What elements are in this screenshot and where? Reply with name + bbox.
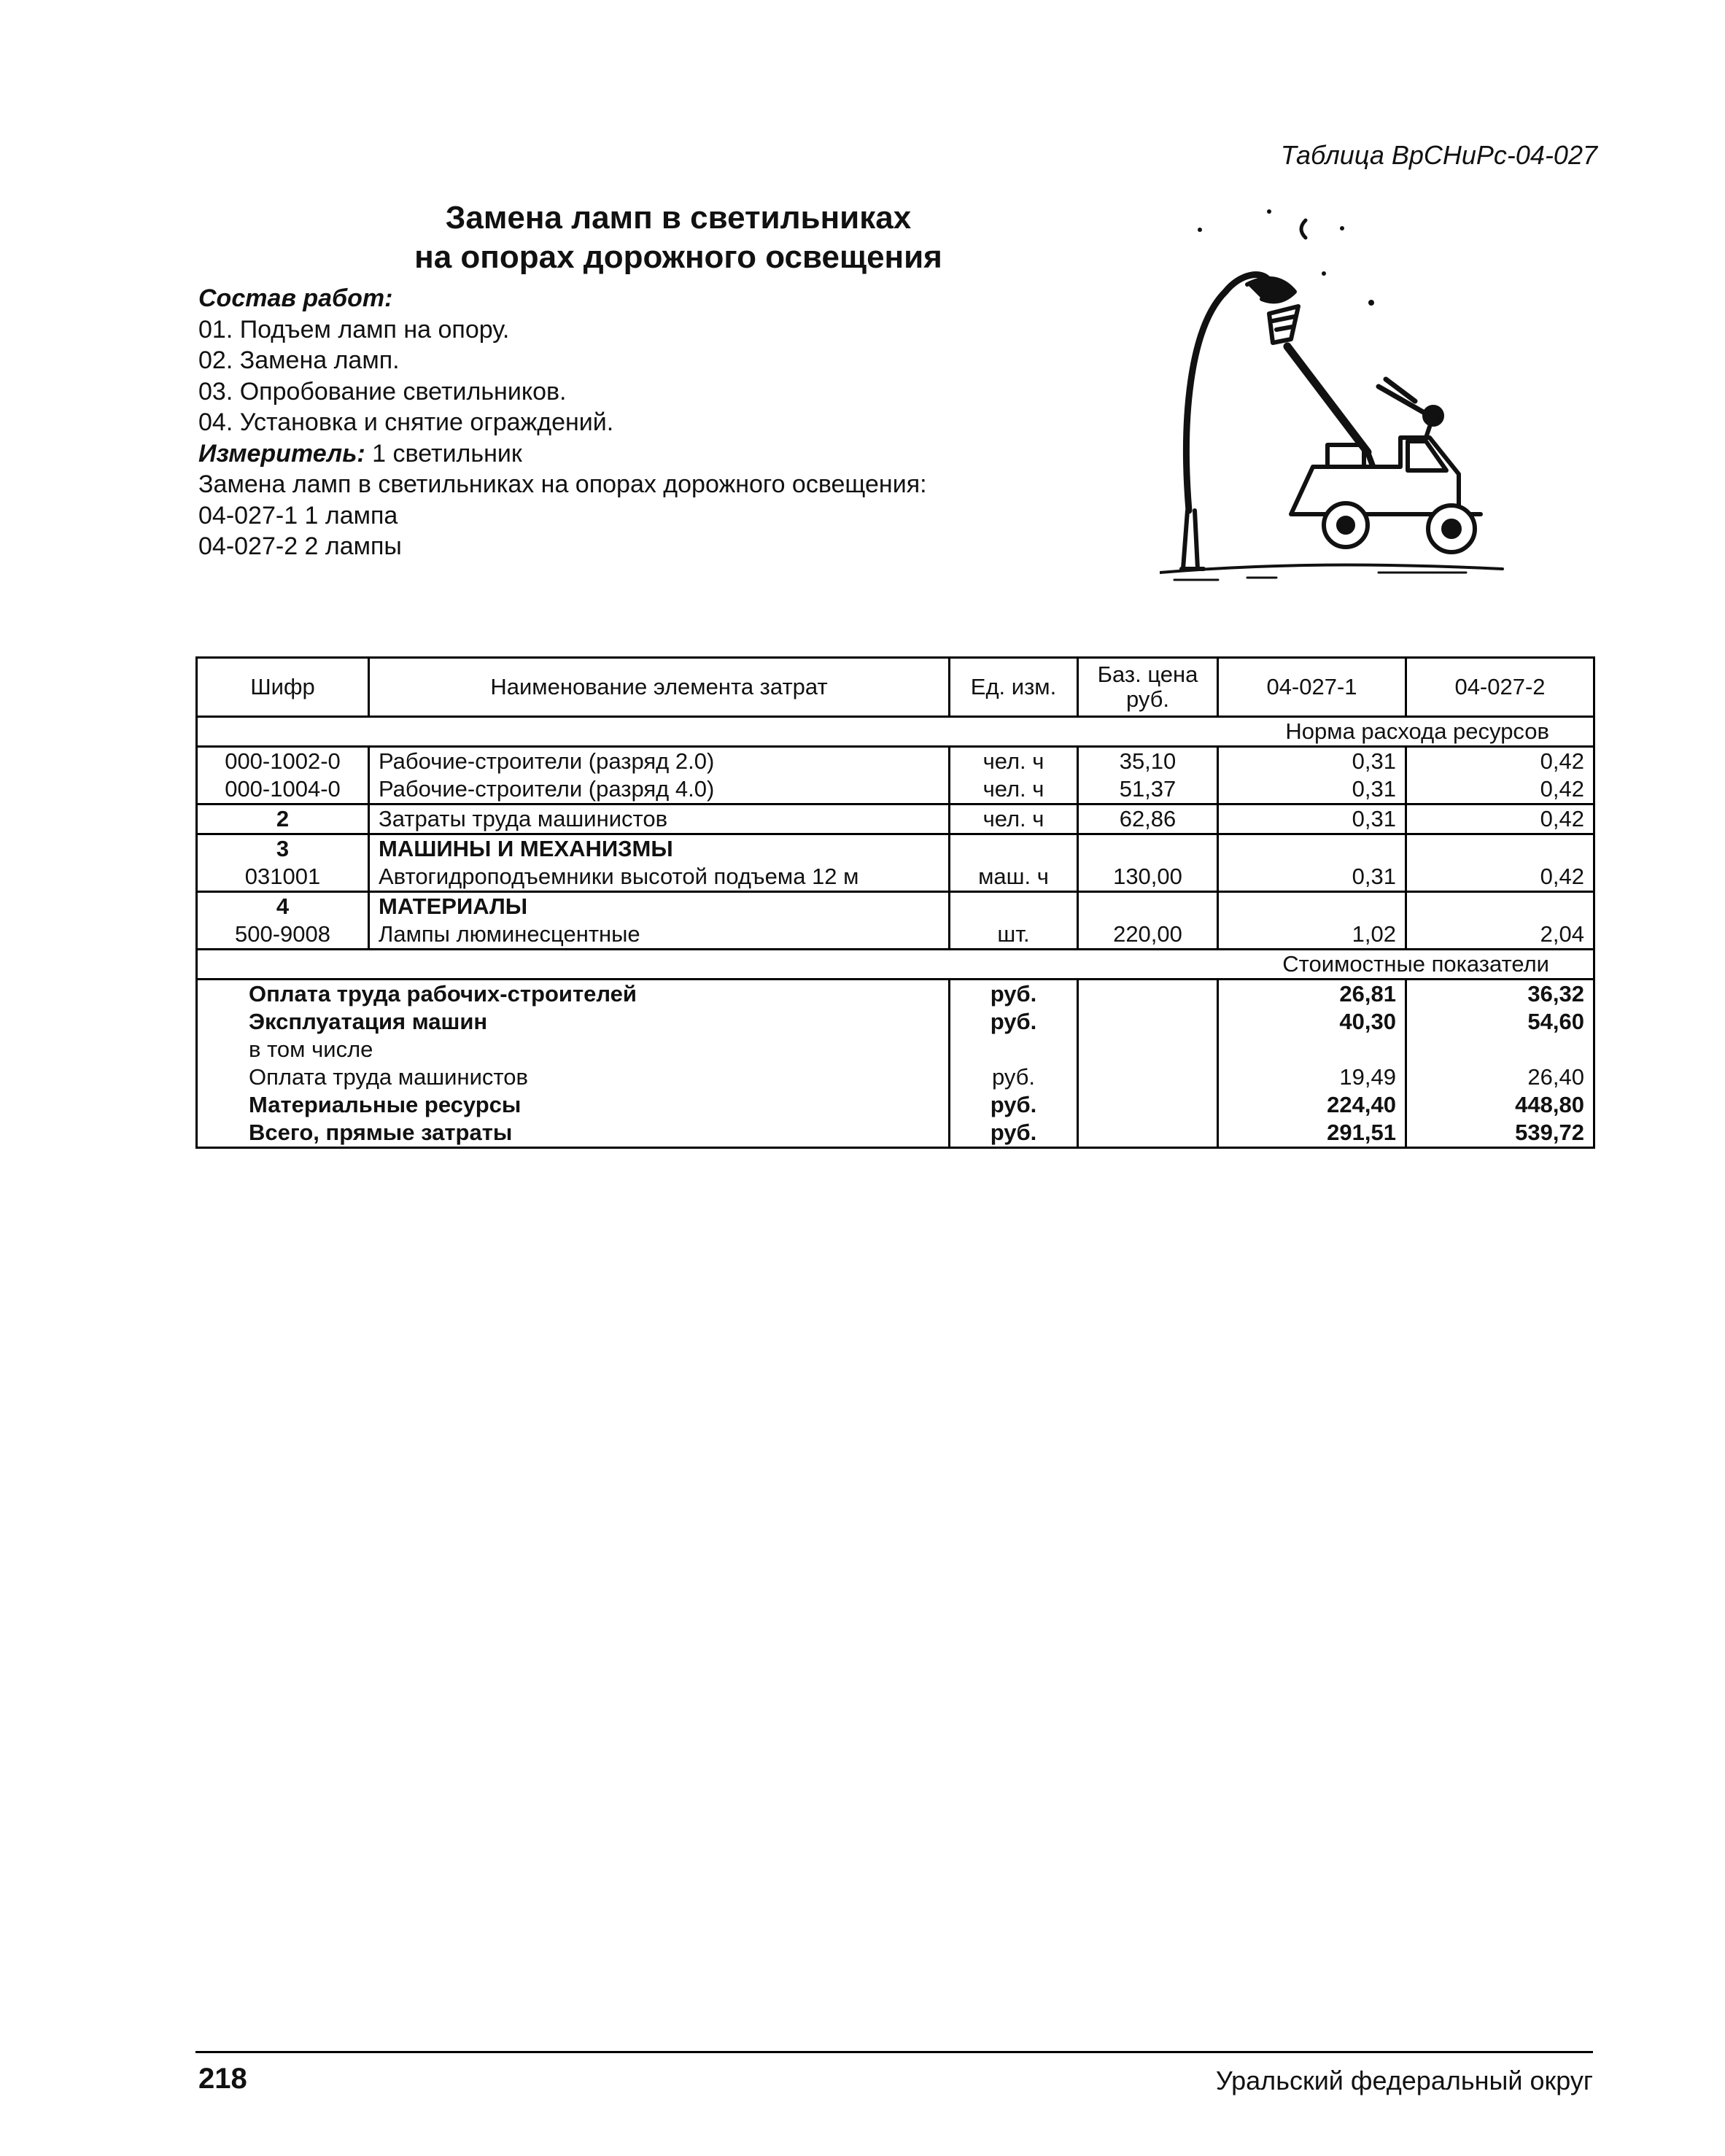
cost-value-1 [1218,1036,1406,1063]
table-row [197,804,1594,834]
page-number: 218 [198,2063,247,2095]
header-name: Наименование элемента затрат [369,658,950,717]
cell-code: 4 [197,892,369,921]
cost-value-1: 19,49 [1218,1063,1406,1091]
cell-price: 130,00 [1078,863,1218,892]
cost-name: Оплата труда рабочих-строителей [197,980,950,1009]
cell-name: Автогидроподъемники высотой подъема 12 м [369,863,950,892]
meter-line [198,438,1074,470]
section-costs-label: Стоимостные показатели [197,950,1594,980]
header-col-1: 04-027-1 [1218,658,1406,717]
table-header-row [197,658,1594,717]
cost-price [1078,1036,1218,1063]
composition-label: Состав работ: [198,284,393,312]
table-row-group-header [197,892,1594,921]
section-norms-label: Норма расхода ресурсов [197,717,1594,747]
cell-value-2: 0,42 [1406,863,1594,892]
cell-price [1078,834,1218,864]
cost-value-2: 26,40 [1406,1063,1594,1091]
table-row-group-header [197,834,1594,864]
cell-unit: чел. ч [950,775,1078,804]
cost-name: Оплата труда машинистов [197,1063,950,1091]
cost-value-1: 26,81 [1218,980,1406,1009]
cost-price [1078,1091,1218,1119]
cost-unit: руб. [950,1063,1078,1091]
cost-row [197,980,1594,1009]
cell-name: МАТЕРИАЛЫ [369,892,950,921]
cost-row-total [197,1119,1594,1148]
cell-value-2: 2,04 [1406,920,1594,950]
footer-region: Уральский федеральный округ [1215,2066,1593,2095]
cell-name: Рабочие-строители (разряд 4.0) [369,775,950,804]
meter-label: Измеритель: [198,439,365,468]
header-col-2: 04-027-2 [1406,658,1594,717]
cell-unit [950,834,1078,864]
resource-cost-table [195,656,1595,1149]
cell-value-2: 0,42 [1406,804,1594,834]
streetlight-repair-illustration [1160,204,1510,591]
table-row [197,747,1594,776]
cell-value-1: 1,02 [1218,920,1406,950]
cell-code: 500-9008 [197,920,369,950]
cell-unit: чел. ч [950,804,1078,834]
cost-price [1078,980,1218,1009]
cell-price: 51,37 [1078,775,1218,804]
page-title [314,198,1043,277]
cell-unit: шт. [950,920,1078,950]
cost-price [1078,1008,1218,1036]
cost-row [197,1091,1594,1119]
composition-item: 01. Подъем ламп на опору. [198,315,510,344]
variant-line: 04-027-2 2 лампы [198,532,402,560]
cell-name: Затраты труда машинистов [369,804,950,834]
cost-unit [950,1036,1078,1063]
header-code: Шифр [197,658,369,717]
cost-value-2: 539,72 [1406,1119,1594,1148]
cell-price: 62,86 [1078,804,1218,834]
cell-value-1: 0,31 [1218,775,1406,804]
cell-name: Рабочие-строители (разряд 2.0) [369,747,950,776]
cost-price [1078,1119,1218,1148]
cost-value-1: 291,51 [1218,1119,1406,1148]
table-reference: Таблица ВрСНиРс-04-027 [1280,140,1597,170]
composition-item: 04. Установка и снятие ограждений. [198,408,614,436]
cell-value-1 [1218,892,1406,921]
cell-unit: чел. ч [950,747,1078,776]
cell-unit: маш. ч [950,863,1078,892]
cell-code: 031001 [197,863,369,892]
cost-value-2: 36,32 [1406,980,1594,1009]
cost-row [197,1008,1594,1036]
description-line: Замена ламп в светильниках на опорах дорожного освещения: [198,470,927,498]
cost-unit: руб. [950,1091,1078,1119]
title-line-2: на опорах дорожного освещения [414,239,942,275]
cell-price: 220,00 [1078,920,1218,950]
cost-unit: руб. [950,1008,1078,1036]
cell-value-1: 0,31 [1218,863,1406,892]
cell-code: 2 [197,804,369,834]
cost-name: Всего, прямые затраты [197,1119,950,1148]
cost-value-1: 224,40 [1218,1091,1406,1119]
cell-code: 3 [197,834,369,864]
composition-item: 02. Замена ламп. [198,346,400,374]
cell-value-2: 0,42 [1406,775,1594,804]
table-row [197,920,1594,950]
cell-value-2 [1406,834,1594,864]
cell-value-2: 0,42 [1406,747,1594,776]
cost-value-2: 448,80 [1406,1091,1594,1119]
cell-value-2 [1406,892,1594,921]
section-row-norms [197,717,1594,747]
cost-value-1: 40,30 [1218,1008,1406,1036]
cost-unit: руб. [950,980,1078,1009]
section-row-costs [197,950,1594,980]
title-line-1: Замена ламп в светильниках [445,200,912,236]
cost-row [197,1036,1594,1063]
cell-value-1: 0,31 [1218,747,1406,776]
cost-name: в том числе [197,1036,950,1063]
cost-price [1078,1063,1218,1091]
header-price: Баз. цена руб. [1078,658,1218,717]
cost-name: Эксплуатация машин [197,1008,950,1036]
cell-price: 35,10 [1078,747,1218,776]
cell-code: 000-1002-0 [197,747,369,776]
header-unit: Ед. изм. [950,658,1078,717]
table-row [197,863,1594,892]
cell-name: МАШИНЫ И МЕХАНИЗМЫ [369,834,950,864]
cell-name: Лампы люминесцентные [369,920,950,950]
variant-line: 04-027-1 1 лампа [198,501,398,530]
cost-value-2: 54,60 [1406,1008,1594,1036]
cell-unit [950,892,1078,921]
cell-price [1078,892,1218,921]
table-row [197,775,1594,804]
cost-value-2 [1406,1036,1594,1063]
footer-divider [195,2051,1593,2053]
work-description [198,283,1074,562]
cost-row [197,1063,1594,1091]
meter-value: 1 светильник [365,439,522,468]
cell-value-1: 0,31 [1218,804,1406,834]
cost-unit: руб. [950,1119,1078,1148]
cost-name: Материальные ресурсы [197,1091,950,1119]
cell-code: 000-1004-0 [197,775,369,804]
cell-value-1 [1218,834,1406,864]
composition-item: 03. Опробование светильников. [198,377,567,406]
